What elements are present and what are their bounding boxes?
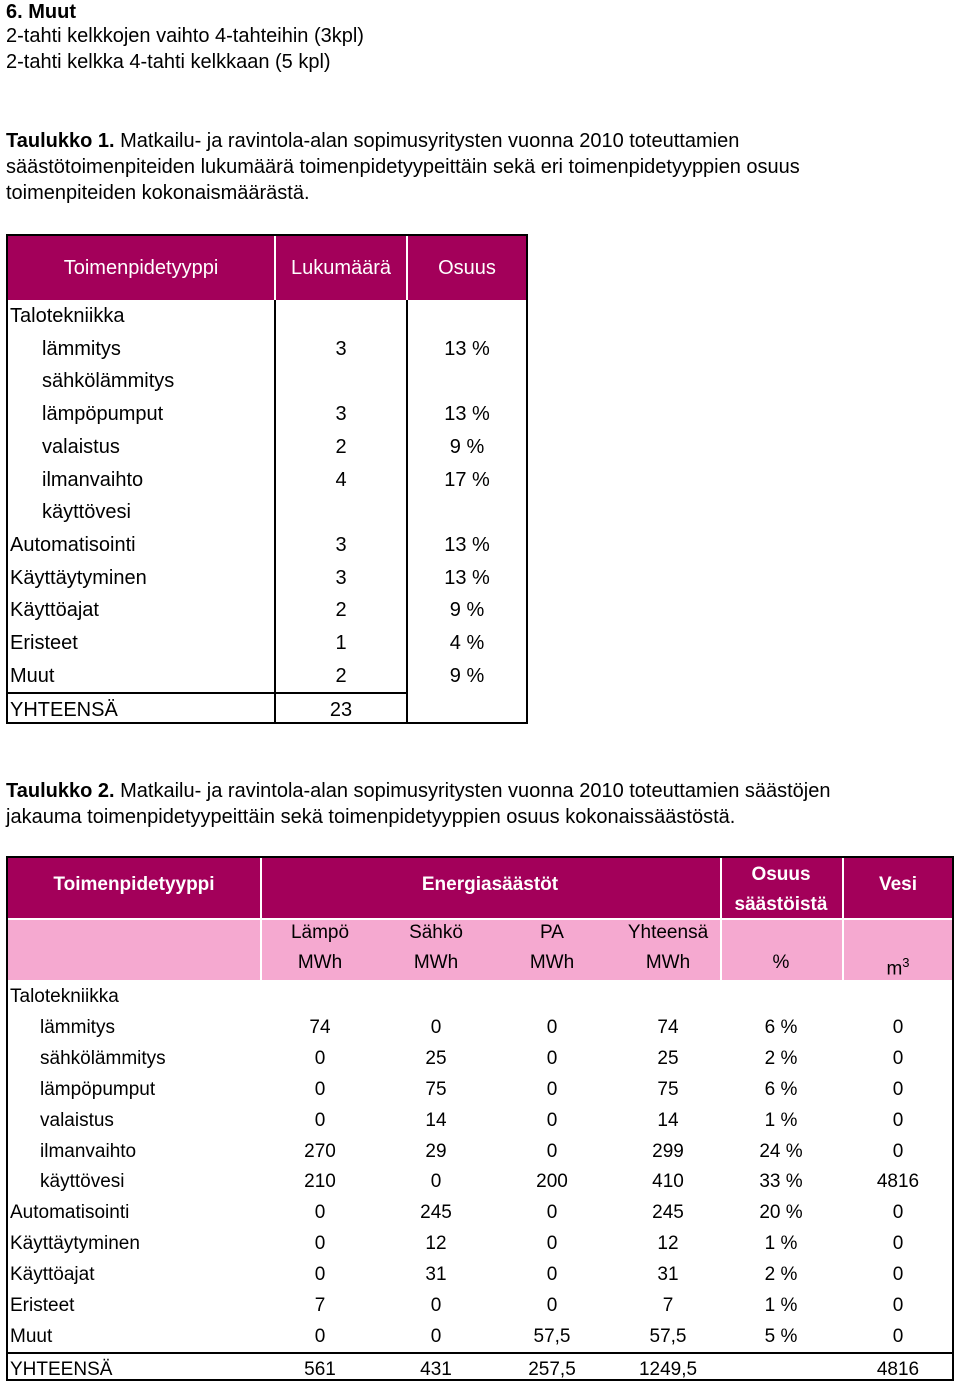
table2-cell-electricity: 245	[420, 1202, 452, 1224]
table2-cell-fuel: 0	[546, 1078, 558, 1100]
table2-row	[8, 1228, 952, 1259]
table2-cell-fuel: 0	[546, 1202, 558, 1224]
table2-row	[8, 1136, 952, 1167]
table2-sub-water-unit	[844, 948, 952, 984]
table2-cell-electricity: 0	[430, 1295, 442, 1316]
table2-cell-heat: 270	[304, 1140, 336, 1162]
table1-cell-type: Käyttäytyminen	[10, 566, 147, 589]
table2-cell-electricity: 29	[425, 1140, 447, 1162]
table1-cell-type: Talotekniikka	[10, 305, 125, 327]
table2-cell-type: Käyttöajat	[10, 1264, 95, 1286]
table1-row	[8, 365, 526, 397]
table1-cell-count: 23	[329, 699, 353, 722]
table2-cell-type: Talotekniikka	[10, 986, 119, 1007]
table2-cell-fuel: 0	[546, 1264, 558, 1286]
table1-cell-share: 13 %	[444, 337, 490, 360]
table2-row	[8, 1012, 952, 1043]
table2-cell-water: 4816	[876, 1358, 920, 1380]
table2-cell-electricity: 12	[425, 1233, 447, 1255]
table1-cell-type: Käyttöajat	[10, 599, 99, 622]
table1-header-count: Lukumäärä	[290, 257, 392, 279]
table1-row	[8, 660, 526, 692]
table2-cell-total: 25	[657, 1047, 679, 1069]
table2-cell-water: 0	[892, 1078, 904, 1100]
table2-cell-total: 299	[652, 1140, 684, 1162]
table2-cell-share: 2 %	[764, 1047, 798, 1069]
table2-cell-water: 0	[892, 1202, 904, 1224]
table2-row	[8, 1290, 952, 1321]
table2-row	[8, 1197, 952, 1228]
table1-cell-count: 3	[335, 337, 347, 360]
table1-row	[8, 562, 526, 594]
table1-row	[8, 398, 526, 430]
table2-sub-fuel-unit: MWh	[529, 952, 575, 973]
table2-cell-fuel: 0	[546, 1295, 558, 1316]
section-heading: 6. Muut	[6, 1, 76, 23]
table2-cell-total: 1249,5	[638, 1358, 698, 1380]
table1-cell-count: 3	[335, 403, 347, 426]
table1-header-divider	[274, 236, 276, 300]
table2-cell-heat: 74	[309, 1016, 331, 1038]
table1-cell-share: 13 %	[444, 566, 490, 589]
table1-cell-count: 3	[335, 533, 347, 556]
table2-cell-total: 57,5	[649, 1325, 687, 1347]
table2-cell-share: 1 %	[764, 1295, 798, 1316]
table2-cell-total: 410	[652, 1171, 684, 1193]
table2-cell-electricity: 75	[425, 1078, 447, 1100]
table1-cell-type: YHTEENSÄ	[10, 699, 118, 722]
table1-cell-type: ilmanvaihto	[42, 468, 144, 491]
table2-sub-fuel	[494, 918, 610, 978]
table1-cell-type: Automatisointi	[10, 533, 136, 556]
table1-caption-label: Taulukko 1.	[6, 130, 115, 152]
table1-row	[8, 529, 526, 561]
table1-cell-count: 4	[335, 468, 347, 491]
table2-cell-type: sähkölämmitys	[40, 1047, 166, 1069]
table2-cell-fuel: 57,5	[533, 1325, 571, 1347]
table1-cell-type: sähkölämmitys	[42, 370, 175, 393]
table1-caption-text: Matkailu- ja ravintola-alan sopimusyritysten vuonna 2010 toteuttamien	[114, 130, 740, 152]
table1-cell-count: 1	[335, 632, 347, 654]
table1-caption-line-1	[6, 128, 739, 154]
table2-cell-electricity: 25	[425, 1047, 447, 1069]
table1-cell-share: 4 %	[449, 632, 485, 654]
table1-header-type: Toimenpidetyyppi	[63, 257, 219, 279]
table2-row	[8, 1352, 952, 1385]
table1-cell-share: 13 %	[444, 533, 490, 556]
table1-cell-share: 9 %	[449, 664, 485, 687]
table2-sub-heat-name: Lämpö	[290, 922, 350, 943]
table1-cell-count: 2	[335, 435, 347, 458]
table1-row	[8, 464, 526, 496]
table2-water-unit: m	[886, 958, 903, 980]
table2-cell-total: 14	[657, 1109, 679, 1131]
table2-row	[8, 1321, 952, 1352]
table2-cell-heat: 0	[314, 1109, 326, 1131]
table2-cell-water: 0	[892, 1109, 904, 1131]
table2-cell-heat: 0	[314, 1047, 326, 1069]
table2-cell-water: 0	[892, 1016, 904, 1038]
table2-cell-water: 0	[892, 1140, 904, 1162]
table2-cell-heat: 561	[304, 1358, 336, 1380]
table2-sub-electricity-unit: MWh	[413, 952, 459, 973]
table2-cell-share: 33 %	[759, 1171, 803, 1193]
table2-cell-heat: 0	[314, 1202, 326, 1224]
table2-cell-electricity: 431	[420, 1358, 452, 1380]
table2-cell-water: 0	[892, 1264, 904, 1286]
table2-cell-electricity: 0	[430, 1325, 442, 1347]
table2-row	[8, 1105, 952, 1136]
table2-row	[8, 1166, 952, 1197]
table1-cell-type: lämpöpumput	[42, 403, 164, 426]
table1-row	[8, 594, 526, 626]
table1-cell-count: 2	[335, 664, 347, 687]
table2-header-share-line-1: Osuus	[751, 864, 811, 885]
table2-sub-heat-unit: MWh	[297, 952, 343, 973]
table2-cell-total: 31	[657, 1264, 679, 1286]
table2-cell-type: lämpöpumput	[40, 1078, 156, 1100]
table2-cell-type: lämmitys	[40, 1016, 115, 1038]
table2-header-energy: Energiasäästöt	[421, 874, 559, 895]
table2-cell-water: 0	[892, 1325, 904, 1347]
table1-cell-type: Eristeet	[10, 632, 78, 654]
table2	[6, 856, 954, 1381]
table1-row	[8, 333, 526, 365]
table1-caption-line-2: säästötoimenpiteiden lukumäärä toimenpidetyypeittäin sekä eri toimenpidetyyppien osuus	[6, 156, 800, 178]
table1-header-share: Osuus	[438, 257, 496, 279]
table2-cell-electricity: 0	[430, 1016, 442, 1038]
table2-cell-electricity: 31	[425, 1264, 447, 1286]
table1-cell-type: lämmitys	[42, 337, 121, 360]
table2-sub-total-name: Yhteensä	[627, 922, 709, 943]
table2-cell-type: valaistus	[40, 1109, 114, 1131]
table2-cell-type: Käyttäytyminen	[10, 1233, 140, 1255]
table2-cell-heat: 0	[314, 1233, 326, 1255]
table2-cell-fuel: 0	[546, 1047, 558, 1069]
table2-sub-electricity	[378, 918, 494, 978]
table2-sub-percent: %	[772, 952, 790, 973]
table1-cell-share: 9 %	[449, 599, 485, 622]
table2-cell-electricity: 0	[430, 1171, 442, 1193]
table1-caption-line-3: toimenpiteiden kokonaismäärästä.	[6, 182, 310, 204]
table2-cell-share: 1 %	[764, 1109, 798, 1131]
table2-cell-fuel: 0	[546, 1140, 558, 1162]
table2-cell-fuel: 0	[546, 1233, 558, 1255]
table1-cell-share: 9 %	[449, 435, 485, 458]
table2-caption-label: Taulukko 2.	[6, 780, 115, 802]
table2-caption-line-1	[6, 778, 831, 804]
table1-row	[8, 496, 526, 528]
table2-cell-fuel: 200	[536, 1171, 568, 1193]
table2-cell-share: 5 %	[764, 1325, 798, 1347]
table1-header-divider	[406, 236, 408, 300]
table1	[6, 234, 528, 724]
table2-cell-type: ilmanvaihto	[40, 1140, 137, 1162]
table2-sub-fuel-name: PA	[540, 922, 564, 943]
table2-cell-type: YHTEENSÄ	[10, 1358, 113, 1380]
table2-cell-electricity: 14	[425, 1109, 447, 1131]
intro-line-1: 2-tahti kelkkojen vaihto 4-tahteihin (3kpl)	[6, 25, 364, 47]
table1-cell-share: 13 %	[444, 403, 490, 426]
table1-cell-type: käyttövesi	[42, 501, 131, 524]
table1-cell-count: 3	[335, 566, 347, 589]
table2-cell-total: 245	[652, 1202, 684, 1224]
table2-header-share-line-2: säästöistä	[734, 894, 828, 915]
table2-cell-water: 0	[892, 1047, 904, 1069]
table1-cell-count: 2	[335, 599, 347, 622]
table2-cell-share: 6 %	[764, 1078, 798, 1100]
table2-row	[8, 1043, 952, 1074]
table1-cell-share: 17 %	[444, 468, 490, 491]
table2-cell-heat: 210	[304, 1171, 336, 1193]
table2-cell-type: käyttövesi	[40, 1171, 125, 1193]
table2-sub-total	[610, 918, 726, 978]
table2-sub-electricity-name: Sähkö	[409, 922, 463, 943]
table2-cell-water: 4816	[876, 1171, 920, 1193]
table2-cell-water: 0	[892, 1233, 904, 1255]
table2-cell-heat: 7	[314, 1295, 326, 1316]
table2-cell-share: 24 %	[759, 1140, 803, 1162]
table2-header-water: Vesi	[878, 874, 918, 895]
table1-row	[8, 431, 526, 463]
table1-row	[8, 300, 526, 332]
table2-cell-fuel: 0	[546, 1016, 558, 1038]
table2-row	[8, 981, 952, 1012]
table2-cell-fuel: 257,5	[528, 1358, 576, 1380]
table2-row	[8, 1259, 952, 1290]
table2-cell-type: Automatisointi	[10, 1202, 130, 1224]
table2-caption-line-2: jakauma toimenpidetyypeittäin sekä toimenpidetyyppien osuus kokonaissäästöstä.	[6, 806, 736, 828]
table2-cell-share: 1 %	[764, 1233, 798, 1255]
table2-cell-total: 74	[657, 1016, 679, 1038]
table1-cell-type: valaistus	[42, 435, 120, 458]
table1-row	[8, 692, 406, 728]
table2-row	[8, 1074, 952, 1105]
table2-header-share	[722, 860, 840, 920]
table2-water-unit-sup: 3	[902, 955, 910, 970]
table2-cell-fuel: 0	[546, 1109, 558, 1131]
table2-cell-share: 2 %	[764, 1264, 798, 1286]
table2-cell-share: 6 %	[764, 1016, 798, 1038]
table2-cell-total: 12	[657, 1233, 679, 1255]
table2-cell-heat: 0	[314, 1078, 326, 1100]
table2-sub-heat	[262, 918, 378, 978]
table2-cell-total: 75	[657, 1078, 679, 1100]
table2-caption-text: Matkailu- ja ravintola-alan sopimusyritysten vuonna 2010 toteuttamien säästöjen	[114, 780, 831, 802]
table2-cell-heat: 0	[314, 1264, 326, 1286]
table2-cell-heat: 0	[314, 1325, 326, 1347]
table2-cell-share: 20 %	[759, 1202, 803, 1224]
table2-header-type: Toimenpidetyyppi	[53, 874, 215, 895]
table2-cell-total: 7	[662, 1295, 674, 1316]
table1-row	[8, 627, 526, 659]
table2-cell-type: Eristeet	[10, 1295, 75, 1316]
intro-line-2: 2-tahti kelkka 4-tahti kelkkaan (5 kpl)	[6, 51, 331, 73]
table2-cell-water: 0	[892, 1295, 904, 1316]
table1-cell-type: Muut	[10, 664, 55, 687]
table2-cell-type: Muut	[10, 1325, 53, 1347]
table2-sub-total-unit: MWh	[645, 952, 691, 973]
